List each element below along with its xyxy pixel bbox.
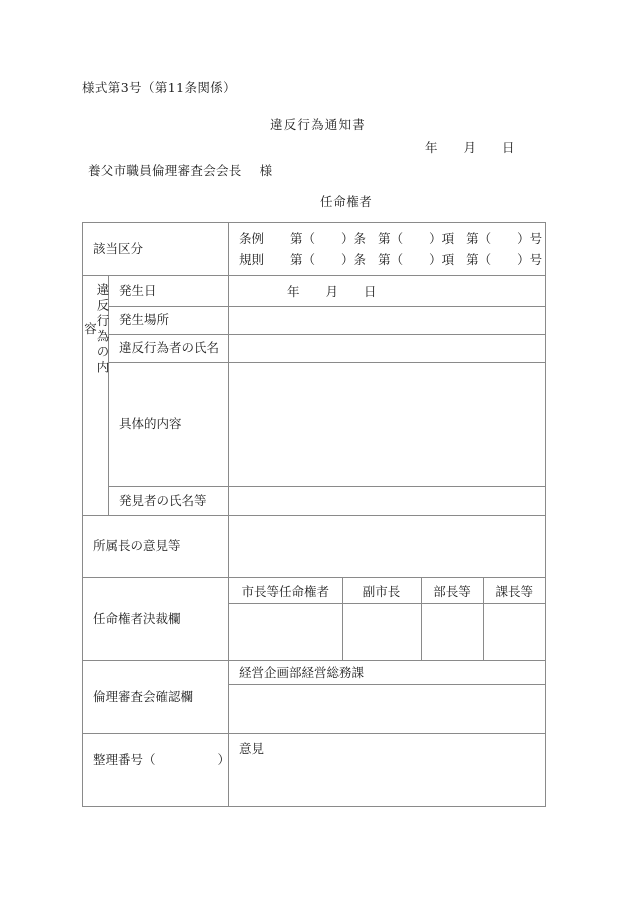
ethics-review-value[interactable]: [229, 685, 545, 731]
violator-name-label-cell: [109, 334, 229, 362]
issue-date-day: 日: [502, 140, 515, 155]
specific-content-label: 具体的内容: [119, 416, 182, 432]
occurrence-day: 日: [364, 283, 377, 299]
approval-column-deputy-mayor: 副市長: [342, 578, 421, 604]
category-line-rule: [239, 249, 543, 270]
specific-content-value: [229, 363, 545, 372]
approval-value-deputy-mayor[interactable]: [342, 603, 421, 660]
occurrence-year: 年: [287, 283, 300, 299]
ordinance-article-close: ）条: [341, 231, 367, 246]
table-row-discoverer-name: [83, 486, 546, 515]
ethics-review-value-cell: [229, 660, 546, 733]
form-code: 様式第3号（第11条関係）: [82, 80, 237, 95]
supervisor-opinion-label: 所属長の意見等: [93, 538, 181, 554]
violator-name-label: 違反行為者の氏名: [119, 340, 220, 356]
reference-number-label-cell: [83, 733, 229, 806]
rule-paragraph-open: 第（: [378, 252, 404, 268]
discoverer-name-label: 発見者の氏名等: [119, 492, 207, 508]
rule-article-close: ）条: [341, 252, 367, 268]
approval-header-row: [229, 578, 545, 604]
reference-number-close: ）: [217, 751, 231, 767]
ethics-review-label: 倫理審査会確認欄: [93, 688, 194, 704]
document-title: 違反行為通知書: [270, 117, 366, 132]
approval-value-mayor[interactable]: [229, 603, 342, 660]
specific-content-label-cell: [109, 362, 229, 486]
specific-content-value-cell[interactable]: [229, 362, 546, 486]
rule-source: 規則: [239, 252, 265, 268]
category-label: 該当区分: [93, 241, 144, 256]
addressee: [88, 161, 272, 179]
opinion-label: 意見: [239, 740, 265, 756]
violation-content-vertical-label: 違反行為の内容: [82, 283, 110, 376]
approval-value-division-head[interactable]: [421, 603, 483, 660]
discoverer-name-value-cell[interactable]: [229, 486, 546, 515]
approval-sub-table: [229, 578, 545, 660]
supervisor-opinion-label-cell: [83, 515, 229, 577]
table-row-supervisor-opinion: [83, 515, 546, 577]
table-row-reference-number: [83, 733, 546, 806]
table-row-violator-name: [83, 334, 546, 362]
rule-article-open: 第（: [290, 252, 316, 268]
category-value-cell[interactable]: [229, 223, 546, 276]
occurrence-date-value-cell[interactable]: [229, 275, 546, 306]
addressee-name: 養父市職員倫理審査会会長: [88, 163, 242, 178]
occurrence-date-ymd: [229, 282, 545, 300]
ordinance-item-close: ）号: [517, 231, 543, 246]
issue-date-year: 年: [425, 140, 438, 155]
rule-item-open: 第（: [466, 252, 492, 268]
discoverer-name-label-cell: [109, 486, 229, 515]
ordinance-article-open: 第（: [290, 231, 316, 246]
reference-number-label: 整理番号（: [93, 751, 156, 767]
ordinance-paragraph-close: ）項: [429, 231, 455, 246]
table-row-occurrence-place: [83, 306, 546, 334]
occurrence-date-label-cell: [109, 275, 229, 306]
violation-notice-table: [82, 222, 546, 807]
ordinance-paragraph-open: 第（: [378, 231, 404, 246]
occurrence-place-value: [229, 307, 545, 316]
violator-name-value-cell[interactable]: [229, 334, 546, 362]
category-label-cell: [83, 223, 229, 276]
table-row-specific-content: [83, 362, 546, 486]
supervisor-opinion-value: [229, 516, 545, 525]
opinion-cell[interactable]: [229, 733, 546, 806]
violation-content-vertical-label-cell: [83, 275, 109, 515]
approval-grid-cell: [229, 577, 546, 660]
rule-paragraph-close: ）項: [429, 252, 455, 268]
occurrence-date-label: 発生日: [119, 282, 157, 298]
supervisor-opinion-value-cell[interactable]: [229, 515, 546, 577]
reference-number-label-wrap: [83, 734, 231, 773]
ordinance-source: 条例: [239, 231, 265, 246]
ethics-review-label-cell: [83, 660, 229, 733]
occurrence-place-value-cell[interactable]: [229, 306, 546, 334]
occurrence-place-label: 発生場所: [119, 312, 170, 328]
table-row-category: [83, 223, 546, 276]
issue-date-month: 月: [463, 140, 477, 155]
category-line-ordinance: [239, 228, 543, 249]
approval-label-cell: [83, 577, 229, 660]
category-clause-lines: [229, 223, 545, 275]
approval-label: 任命権者決裁欄: [93, 610, 181, 626]
table-row-ethics-review: [83, 660, 546, 733]
approval-column-section-head: 課長等: [483, 578, 545, 604]
occurrence-place-label-cell: [109, 306, 229, 334]
table-row-approval: [83, 577, 546, 660]
ethics-review-department: 経営企画部経営総務課: [229, 661, 545, 686]
addressee-honorific: 様: [259, 163, 273, 178]
appointing-authority-label: 任命権者: [320, 194, 373, 209]
approval-value-section-head[interactable]: [483, 603, 545, 660]
approval-signature-row: [229, 603, 545, 660]
issue-date-line: [425, 138, 515, 156]
occurrence-month: 月: [325, 283, 339, 299]
ordinance-item-open: 第（: [466, 231, 492, 246]
violator-name-value: [229, 335, 545, 344]
discoverer-name-value: [229, 487, 545, 496]
rule-item-close: ）号: [517, 252, 543, 268]
approval-column-division-head: 部長等: [421, 578, 483, 604]
approval-column-mayor: 市長等任命権者: [229, 578, 342, 604]
table-row-occurrence-date: [83, 275, 546, 306]
